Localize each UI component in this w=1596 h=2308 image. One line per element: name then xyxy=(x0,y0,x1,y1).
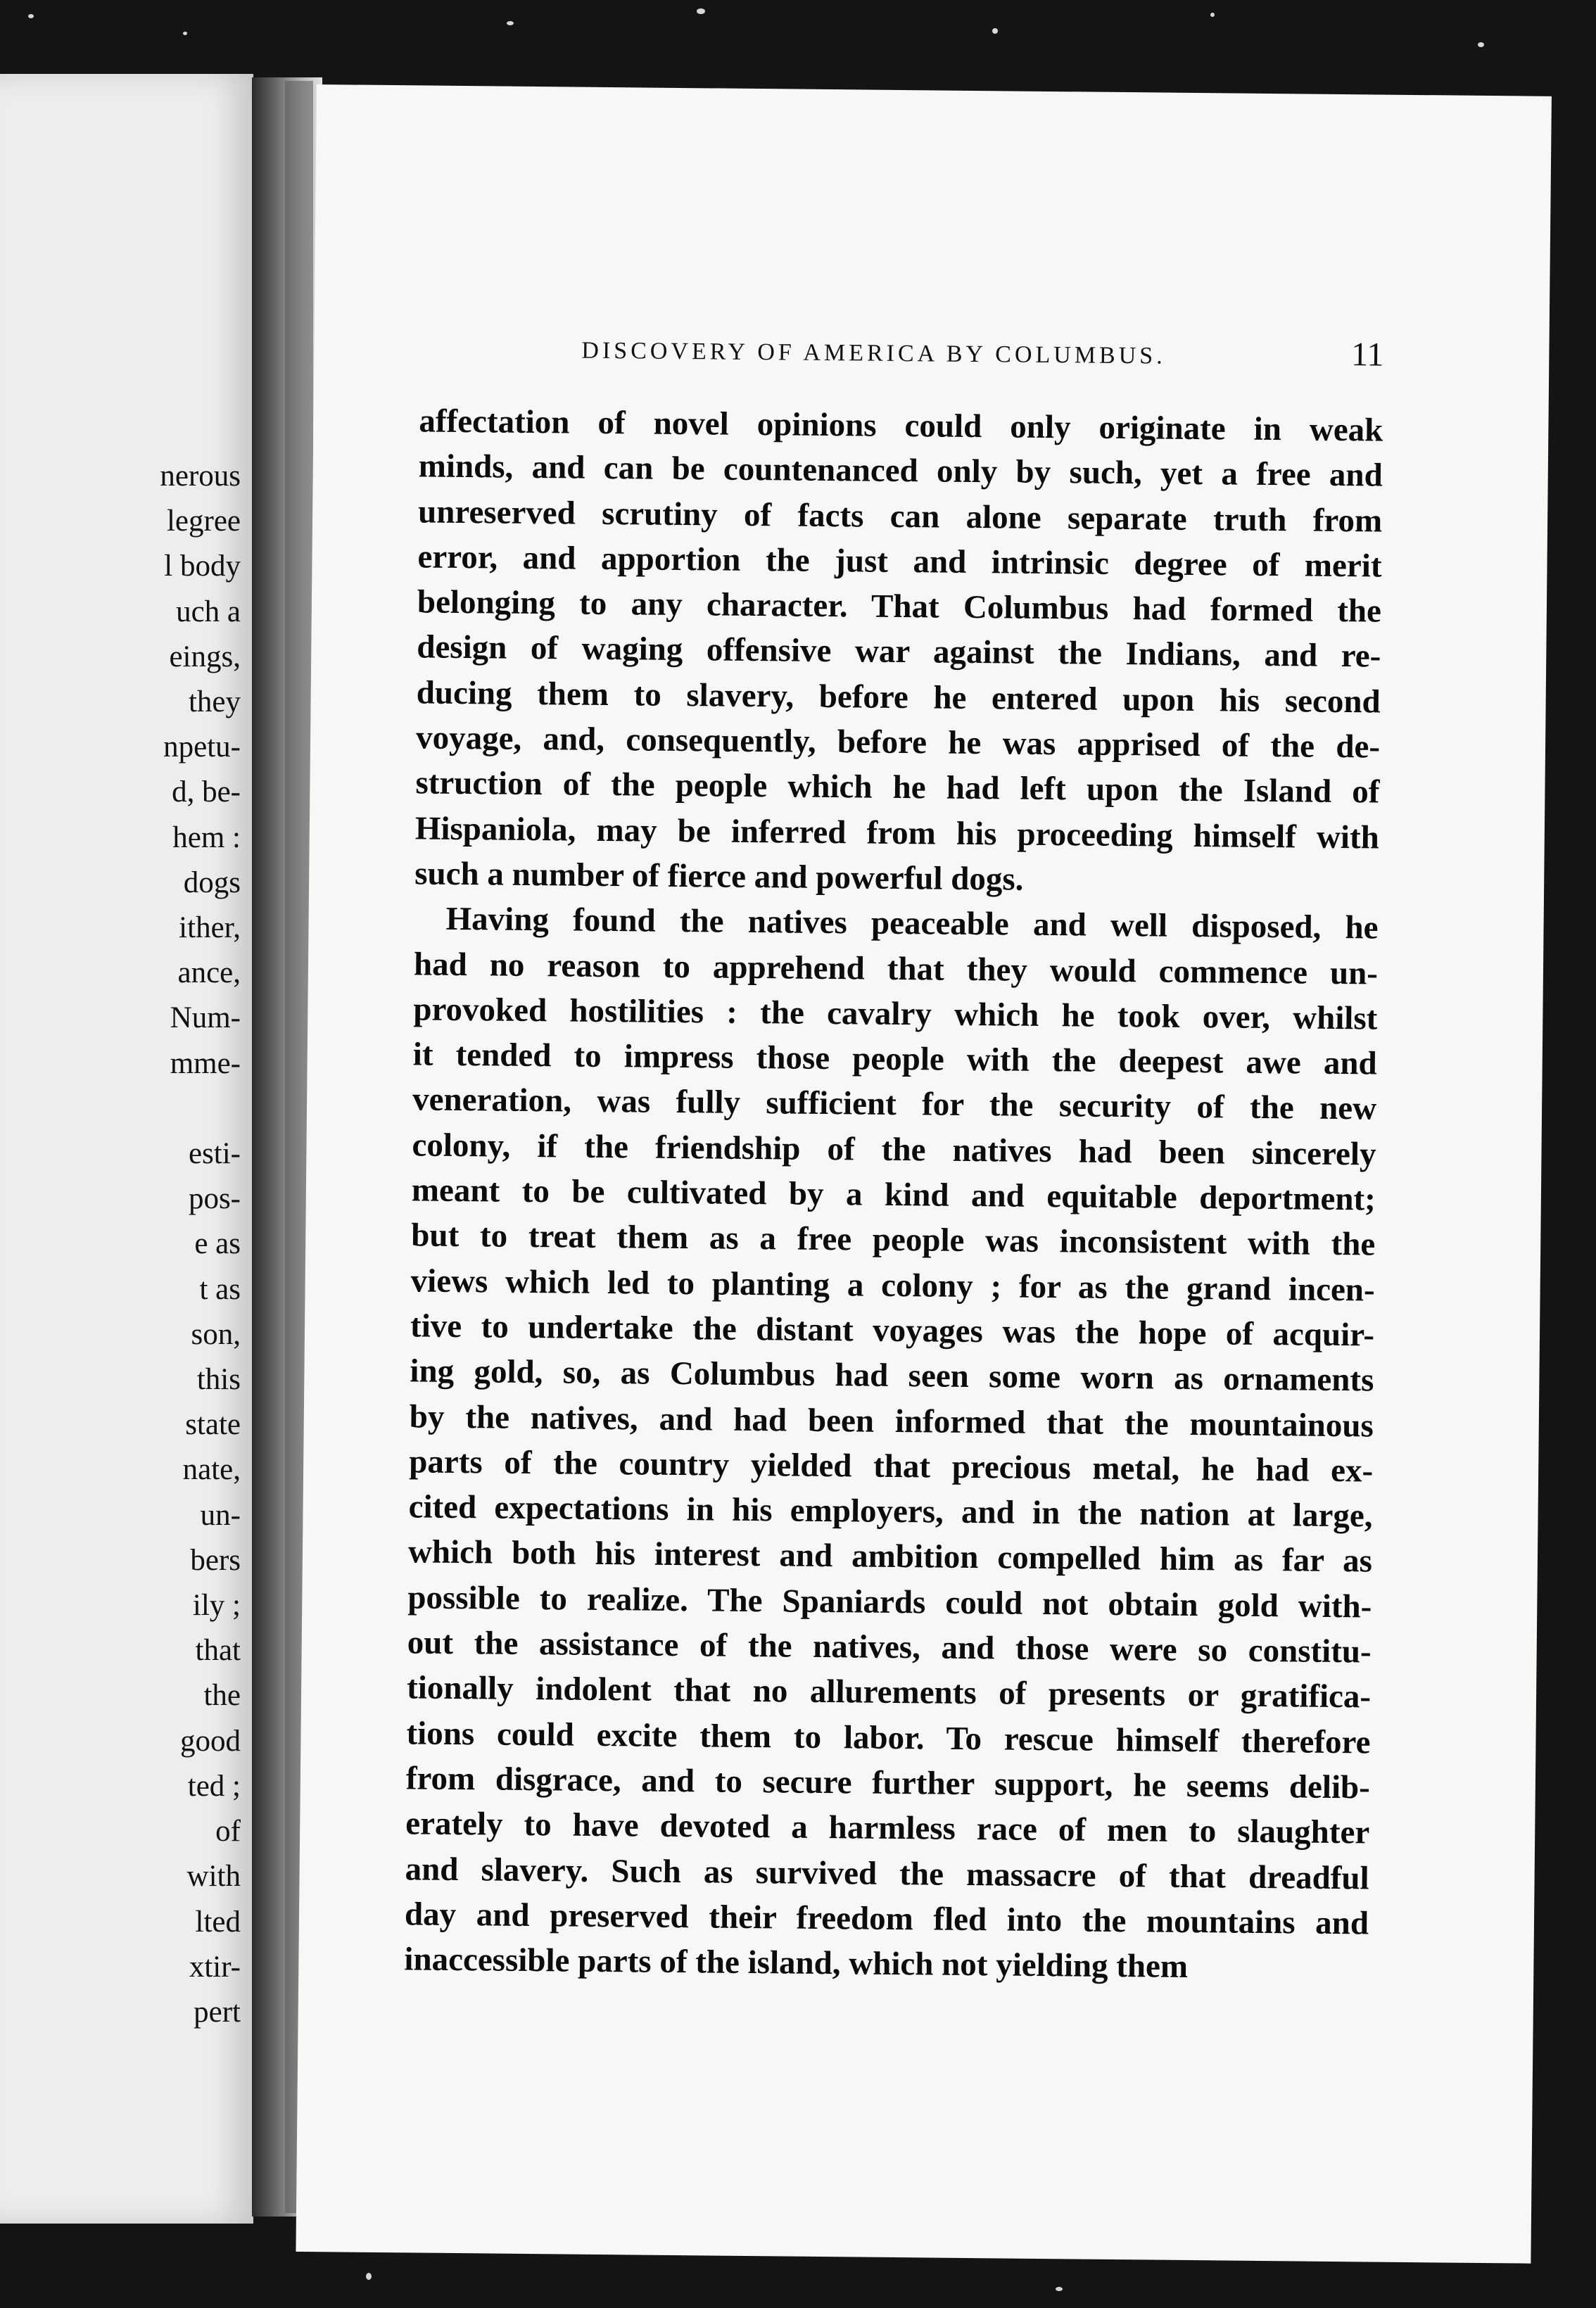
text-line: Having found the natives peaceable and well disposed, he xyxy=(445,901,1379,946)
left-page-line: Num- xyxy=(170,1001,241,1035)
text-line: voyage, and, consequently, before he was apprised of the de- xyxy=(415,719,1381,766)
left-page-line: they xyxy=(188,685,241,719)
text-line: veneration, was fully sufficient for the security of the new xyxy=(412,1081,1377,1127)
text-line: meant to be cultivated by a kind and equitable deportment; xyxy=(411,1172,1376,1218)
text-line: provoked hostilities : the cavalry which he took over, whilst xyxy=(413,991,1378,1037)
text-line: design of waging offensive war against the Indians, and re- xyxy=(417,628,1381,676)
text-line: day and preserved their freedom fled into the mountains and xyxy=(404,1896,1369,1942)
left-page-fragment xyxy=(0,74,253,2224)
text-line: possible to realize. The Spaniards could not obtain gold with- xyxy=(407,1579,1372,1625)
left-page-line: bers xyxy=(190,1543,241,1577)
left-page-line: good xyxy=(180,1724,241,1758)
left-page-line: pert xyxy=(194,1995,241,2029)
page-header xyxy=(581,328,1383,374)
left-page-line: dogs xyxy=(183,866,241,899)
scan-speck xyxy=(697,8,705,14)
left-page-line: eings, xyxy=(169,640,241,673)
text-line: and slavery. Such as survived the massacre of that dreadful xyxy=(405,1850,1369,1896)
text-line: struction of the people which he had left upon the Island of xyxy=(415,764,1380,811)
page-number: 11 xyxy=(1350,336,1384,374)
text-line: Hispaniola, may be inferred from his proceeding himself with xyxy=(414,810,1380,856)
left-page-line: l body xyxy=(164,550,241,583)
text-line: affectation of novel opinions could only originate in weak xyxy=(419,402,1383,449)
left-page-line: xtir- xyxy=(189,1950,241,1984)
scan-speck xyxy=(28,14,34,18)
text-line: erately to have devoted a harmless race of men to slaughter xyxy=(405,1805,1370,1851)
left-page-line: with xyxy=(186,1860,241,1894)
left-page-line: nate, xyxy=(182,1453,241,1487)
scan-speck xyxy=(183,32,187,35)
scan-speck xyxy=(992,28,998,34)
scan-speck xyxy=(507,21,514,25)
left-page-line: d, be- xyxy=(172,775,241,809)
left-page-text xyxy=(1,454,241,2035)
text-line: views which led to planting a colony ; for as the grand incen- xyxy=(410,1262,1375,1309)
left-page-line: nerous xyxy=(160,459,241,493)
left-page-line: this xyxy=(196,1363,241,1397)
left-page-line: state xyxy=(185,1408,241,1442)
left-page-line: un- xyxy=(200,1498,241,1532)
paragraph xyxy=(404,896,1379,1991)
text-line: by the natives, and had been informed that the mountainous xyxy=(409,1397,1374,1445)
left-page-line: son, xyxy=(191,1317,241,1351)
text-line: from disgrace, and to secure further support, he seems delib- xyxy=(405,1760,1371,1806)
left-page-line: mme- xyxy=(170,1046,241,1080)
left-page-line: npetu- xyxy=(163,730,241,764)
text-line: it tended to impress those people with the deepest awe and xyxy=(412,1036,1377,1082)
text-line: colony, if the friendship of the natives had been sincerely xyxy=(412,1127,1376,1173)
left-page-line: esti- xyxy=(188,1137,241,1171)
left-page-line: that xyxy=(195,1634,241,1668)
left-page-line: hem : xyxy=(172,820,241,854)
left-page-line: ither, xyxy=(179,911,241,945)
left-page-line: the xyxy=(203,1679,241,1713)
text-line: which both his interest and ambition compelled him as far as xyxy=(407,1533,1373,1580)
scan-speck xyxy=(1210,13,1215,17)
left-page-line: ted ; xyxy=(187,1769,241,1803)
left-page-line: lted xyxy=(195,1905,241,1939)
left-page-line xyxy=(1,1086,241,1131)
left-page-line: legree xyxy=(166,505,241,538)
text-line: such a number of fierce and powerful dogs. xyxy=(414,855,1024,898)
text-line: had no reason to apprehend that they would commence un- xyxy=(413,945,1379,992)
left-page-line: ance, xyxy=(177,956,241,990)
text-line: minds, and can be countenanced only by such, yet a free and xyxy=(418,448,1383,494)
text-line: error, and apportion the just and intrinsic degree of merit xyxy=(417,538,1382,585)
scan-speck xyxy=(1056,2287,1063,2291)
text-line: ing gold, so, as Columbus had seen some worn as ornaments xyxy=(410,1352,1374,1399)
scan-speck xyxy=(1478,42,1484,47)
text-line: but to treat them as a free people was inconsistent with the xyxy=(411,1217,1376,1263)
running-head: DISCOVERY OF AMERICA BY COLUMBUS. xyxy=(581,337,1166,369)
text-line: belonging to any character. That Columbus had formed the xyxy=(417,583,1382,630)
text-line: inaccessible parts of the island, which not yielding them xyxy=(404,1941,1189,1986)
text-line: parts of the country yielded that precious metal, he had ex- xyxy=(408,1443,1374,1490)
text-line: cited expectations in his employers, and in the nation at large, xyxy=(408,1488,1373,1535)
left-page-line: of xyxy=(215,1815,241,1849)
text-line: unreserved scrutiny of facts can alone separate truth from xyxy=(417,493,1383,540)
left-page-line: uch a xyxy=(176,595,241,628)
left-page-line: pos- xyxy=(188,1182,241,1216)
left-page-line: e as xyxy=(194,1227,241,1261)
left-page-line: t as xyxy=(199,1272,241,1306)
scan-speck xyxy=(366,2273,372,2280)
text-line: tions could excite them to labor. To rescue himself therefore xyxy=(406,1714,1371,1761)
left-page-line: ily ; xyxy=(192,1589,241,1623)
paragraph xyxy=(414,398,1383,905)
right-page xyxy=(296,84,1551,2264)
body-text xyxy=(404,398,1383,1991)
text-line: tive to undertake the distant voyages was the hope of acquir- xyxy=(410,1307,1375,1354)
text-line: out the assistance of the natives, and those were so constitu- xyxy=(407,1624,1372,1670)
text-line: tionally indolent that no allurements of presents or gratifica- xyxy=(406,1669,1372,1716)
text-line: ducing them to slavery, before he entered upon his second xyxy=(416,674,1381,721)
